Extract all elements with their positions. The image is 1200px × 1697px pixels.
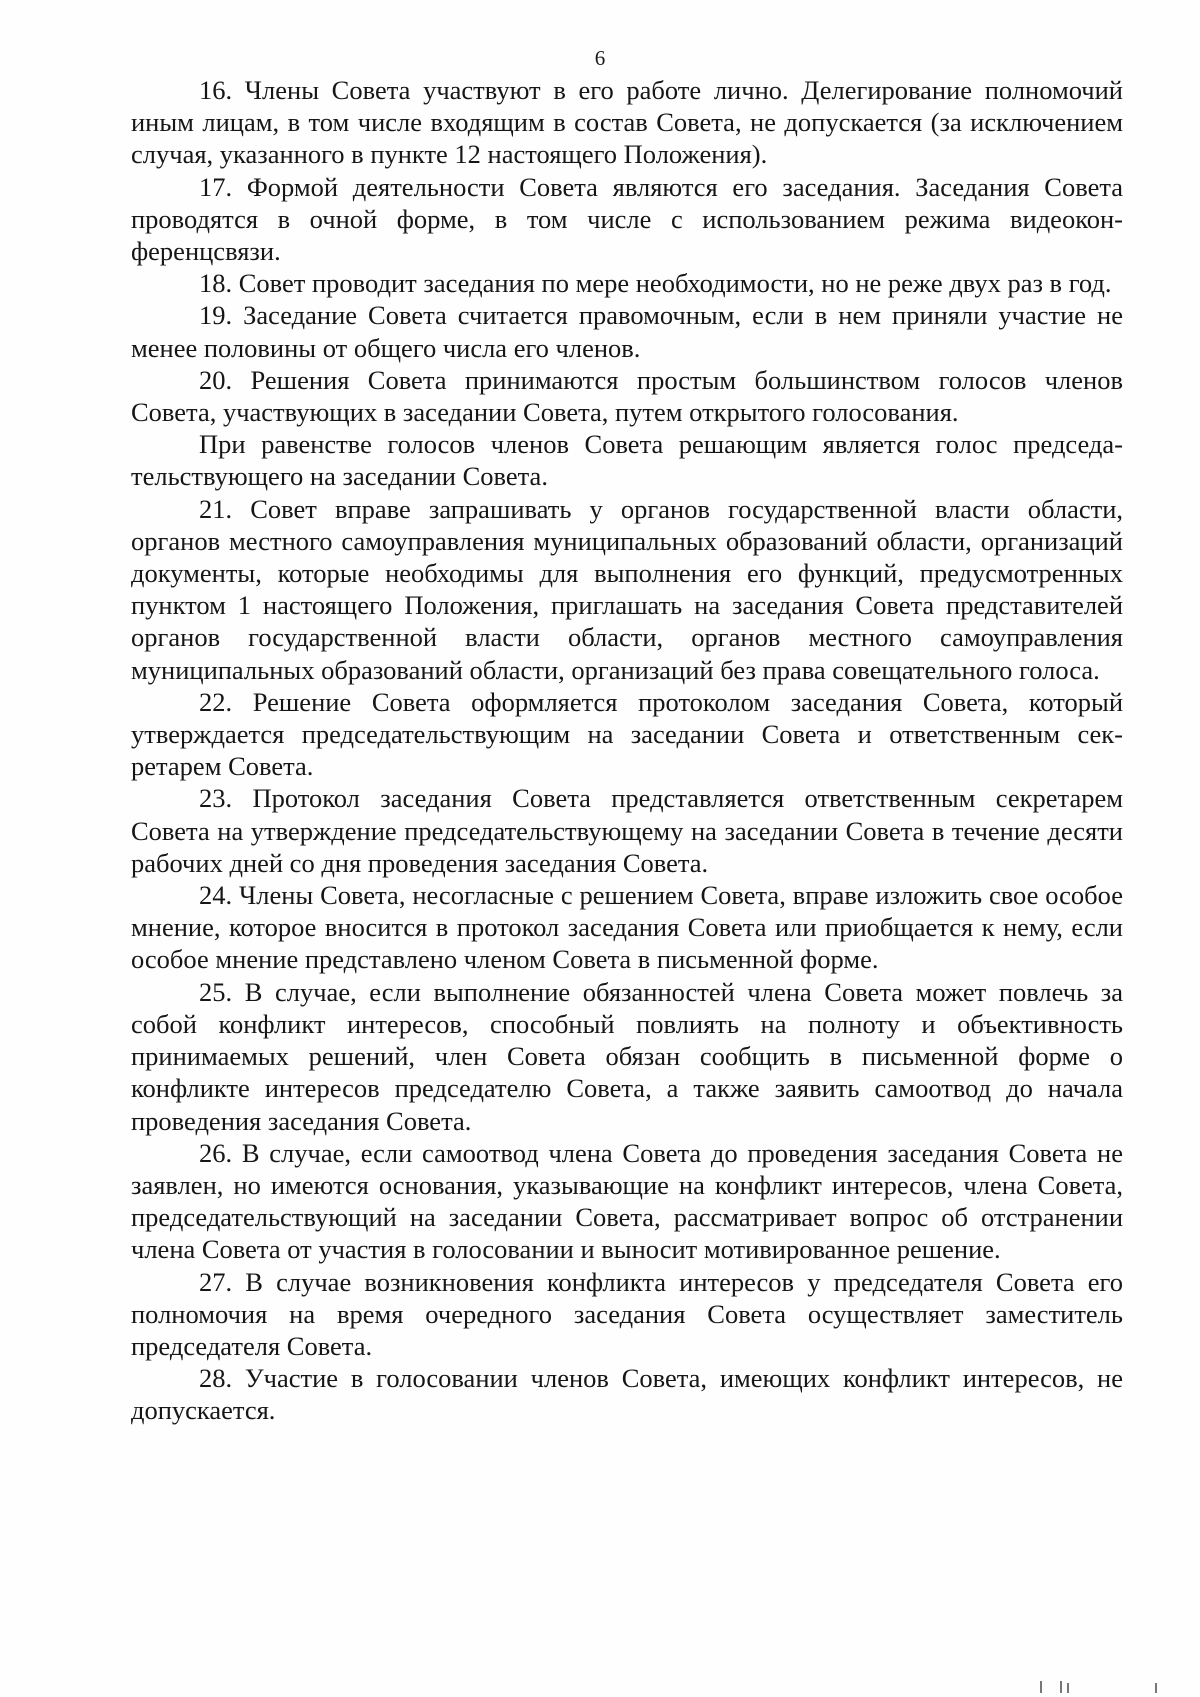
page-number: 6: [594, 46, 606, 70]
paragraph-25: 25. В случае, если выполнение обязанностей члена Совета может повлечь за собой конфликт интересов, способный повлиять на полноту и объективность принимаемых решений, член Совета обязан сообщить в письменной форме о конфликте интересов председателю Совета, а также заявить самоотвод до начала проведения заседания Совета.: [131, 976, 1123, 1136]
paragraph-20-tie-vote: При равенстве голосов членов Совета решающим является голос председательствующего на заседании Совета.: [131, 429, 1123, 492]
paragraph-17: 17. Формой деятельности Совета являются его заседания. Заседания Совета проводятся в очной форме, в том числе с использованием режима видеоконференцсвязи.: [131, 171, 1123, 267]
paragraph-19: 19. Заседание Совета считается правомочным, если в нем приняли участие не менее половины от общего числа его членов.: [131, 300, 1123, 363]
scan-mark: [1060, 1681, 1062, 1693]
scan-mark: [1040, 1681, 1042, 1693]
paragraph-23: 23. Протокол заседания Совета представляется ответственным секретарем Совета на утверждение председательствующему на заседании Совета в течение десяти рабочих дней со дня проведения заседания Совета.: [131, 783, 1123, 878]
paragraph-26: 26. В случае, если самоотвод члена Совета до проведения заседания Совета не заявлен, но имеются основания, указывающие на конфликт интересов, члена Совета, председательствующий на заседании Совета, рассматривает вопрос об отстранении члена Совета от участия в голосовании и выносит мотивированное решение.: [131, 1137, 1123, 1265]
scan-mark: [1067, 1683, 1069, 1693]
paragraph-20: 20. Решения Совета принимаются простым большинством голосов членов Совета, участвующих в заседании Совета, путем открытого голосования.: [131, 364, 1123, 428]
paragraph-24: 24. Члены Совета, несогласные с решением Совета, вправе изложить свое особое мнение, которое вносится в протокол заседания Совета или приобщается к нему, если особое мнение представлено членом Совета в письменной форме.: [131, 880, 1123, 975]
document-body: [131, 74, 1123, 1427]
paragraph-22: 22. Решение Совета оформляется протоколом заседания Совета, который утверждается председательствующим на заседании Совета и ответственным секретарем Совета.: [131, 686, 1123, 782]
paragraph-18: 18. Совет проводит заседания по мере необходимости, но не реже двух раз в год.: [199, 268, 1112, 299]
paragraph-21: 21. Совет вправе запрашивать у органов государственной власти области, органов местного самоуправления муниципальных образований области, организаций документы, которые необходимы для выполнения его функций, предусмотренных пунктом 1 настоящего Положения, приглашать на заседания Совета представителей органов государственной власти области, органов местного самоуправления муниципальных образований области, организаций без права совещательного голоса.: [131, 493, 1123, 685]
scan-mark: [1155, 1683, 1157, 1693]
paragraph-16: 16. Члены Совета участвуют в его работе лично. Делегирование полномочий иным лицам, в том числе входящим в состав Совета, не допускается (за исключением случая, указанного в пункте 12 настоящего Положения).: [131, 75, 1123, 170]
paragraph-28: 28. Участие в голосовании членов Совета, имеющих конфликт интересов, не допускается.: [131, 1363, 1123, 1426]
paragraph-27: 27. В случае возникновения конфликта интересов у председателя Совета его полномочия на время очередного заседания Совета осуществляет заместитель председателя Совета.: [131, 1266, 1123, 1361]
